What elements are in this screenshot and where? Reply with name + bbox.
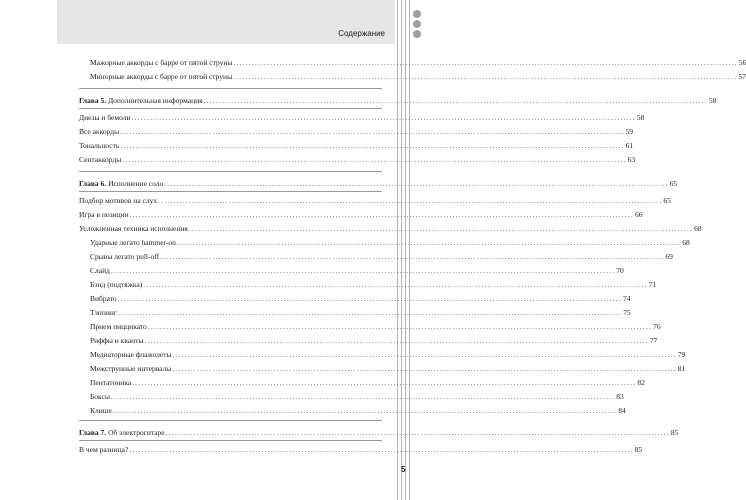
chapter-divider [79,108,382,109]
toc-page-number: 65 [663,196,671,205]
page-number: 5 [401,465,406,474]
toc-page-number: 63 [627,155,636,164]
toc-entry-title: Усложненная техника исполнения [79,224,188,233]
toc-page-number: 66 [634,210,643,219]
chapter-divider [79,440,382,441]
toc-entry[interactable] [79,210,643,220]
toc-page-number: 68 [694,224,702,233]
dot-icon [413,20,421,28]
toc-page-number: 83 [616,392,624,401]
toc-entry-title: В чем разница? [79,445,129,454]
decorative-dots [413,10,423,40]
dot-leader: .................................................................................................................................................................... [172,350,677,359]
toc-entry[interactable] [90,58,746,68]
toc-page-number: 85 [634,445,643,454]
toc-entry-title: Все аккорды [79,127,120,136]
dot-leader: .................................................................................................................................................................... [203,96,708,105]
toc-subentry[interactable] [90,350,686,360]
toc-entry[interactable] [79,445,643,455]
toc-entry-title: Исполнение соло [108,179,164,188]
toc-entry-title: Бэнд (подтяжка) [90,280,143,289]
toc-subentry[interactable] [90,406,626,416]
toc-entry-title: Слайд [90,266,110,275]
header-title: Содержание [338,29,385,38]
toc-entry-title: Тэппинг [90,308,117,317]
toc-page-number: 58 [636,113,645,122]
toc-page-number: 71 [648,280,657,289]
toc-page-number: 79 [677,350,686,359]
toc-entry[interactable] [79,141,634,151]
toc-entry-title: Боксы [90,392,110,401]
toc-subentry[interactable] [90,252,673,262]
toc-entry[interactable] [79,127,633,137]
toc-subentry[interactable] [90,266,624,276]
toc-entry-title: Тональность [79,141,120,150]
toc-page-number: 74 [622,294,631,303]
dot-leader: .................................................................................................................................................................... [120,127,625,136]
page-header [57,0,395,44]
dot-leader: .................................................................................................................................................................... [117,308,623,317]
toc-page-number: 59 [625,127,633,136]
dot-leader: .................................................................................................................................................................... [112,406,618,415]
toc-page-number: 82 [637,378,645,387]
dot-leader: .................................................................................................................................................................... [172,364,677,373]
dot-leader: .................................................................................................................................................................... [188,224,694,233]
dot-leader: .................................................................................................................................................................... [160,252,665,261]
chapter-divider [79,171,382,172]
dot-leader: .................................................................................................................................................................... [122,155,627,164]
toc-subentry[interactable] [90,364,686,374]
toc-page-number: 77 [649,336,658,345]
toc-entry-title: Мажорные аккорды с барре от пятой струны [90,58,233,67]
toc-entry-title: Прием пиццикато [90,322,147,331]
dot-leader: .................................................................................................................................................................... [143,280,648,289]
toc-page-number: 85 [670,428,679,437]
toc-page-number: 75 [623,308,631,317]
toc-page-number: 61 [625,141,634,150]
toc-entry-title: Минорные аккорды с барре от пятой струны [90,72,233,81]
dot-leader: .................................................................................................................................................................... [132,378,637,387]
toc-subentry[interactable] [90,378,645,388]
dot-leader: .................................................................................................................................................................... [110,266,616,275]
toc-subentry[interactable] [90,238,690,248]
dot-leader: .................................................................................................................................................................... [165,428,670,437]
toc-page-number: 56 [738,58,746,67]
toc-entry-title: Игра в позиции [79,210,129,219]
chapter-divider [79,420,382,421]
dot-leader: .................................................................................................................................................................... [144,336,649,345]
toc-page-number: 57 [738,72,746,81]
toc-entry[interactable] [79,155,636,165]
dot-leader: .................................................................................................................................................................... [147,322,653,331]
dot-leader: .................................................................................................................................................................... [129,445,634,454]
toc-subentry[interactable] [90,322,661,332]
dot-leader: .................................................................................................................................................................... [164,179,669,188]
dot-leader: .................................................................................................................................................................... [233,72,738,81]
toc-entry-title: Подбор мотивов на слух [79,196,158,205]
toc-entry-title: Ударные легато hammer-on [90,238,176,247]
toc-page-number: 58 [708,96,717,105]
chapter-divider [79,88,382,89]
toc-entry-title: Диезы и бемоли [79,113,131,122]
dot-leader: .................................................................................................................................................................... [117,294,622,303]
toc-page-number: 68 [682,238,690,247]
toc-entry-title: Риффы и кванты [90,336,144,345]
toc-page-number: 70 [616,266,624,275]
toc-entry[interactable] [79,196,671,206]
toc-page-number: 84 [618,406,626,415]
dot-leader: .................................................................................................................................................................... [131,113,636,122]
toc-entry[interactable] [90,72,746,82]
toc-entry-title: Дополнительная информация [108,96,203,105]
toc-entry-title: Межструнные интервалы [90,364,172,373]
toc-page-number: 81 [677,364,686,373]
dot-leader: .................................................................................................................................................................... [110,392,616,401]
toc-entry-title: Септаккорды [79,155,122,164]
toc-chapter-entry[interactable] [79,96,717,106]
chapter-label: Глава 7. [79,428,107,437]
toc-subentry[interactable] [90,294,631,304]
dot-leader: .................................................................................................................................................................... [120,141,625,150]
toc-chapter-entry[interactable] [79,428,679,438]
toc-entry-title: Клише [90,406,112,415]
dot-leader: .................................................................................................................................................................... [233,58,738,67]
toc-subentry[interactable] [90,280,657,290]
toc-entry-title: Пентатоника [90,378,132,387]
toc-entry-title: Вибрато [90,294,117,303]
toc-page-number: 69 [665,252,673,261]
dot-icon [413,30,421,38]
chapter-label: Глава 5. [79,96,107,105]
dot-leader: .................................................................................................................................................................... [158,196,663,205]
chapter-divider [79,191,382,192]
toc-entry[interactable] [79,224,702,234]
toc-entry[interactable] [79,113,645,123]
toc-subentry[interactable] [90,308,631,318]
dot-leader: .................................................................................................................................................................... [176,238,682,247]
toc-entry-title: Медиаторные флажолеты [90,350,172,359]
toc-subentry[interactable] [90,392,624,402]
toc-subentry[interactable] [90,336,658,346]
dot-leader: .................................................................................................................................................................... [129,210,634,219]
toc-entry-title: Об электрогитаре [108,428,165,437]
chapter-label: Глава 6. [79,179,107,188]
toc-chapter-entry[interactable] [79,179,678,189]
dot-icon [413,10,421,18]
toc-page-number: 65 [669,179,678,188]
toc-page-number: 76 [653,322,661,331]
toc-entry-title: Срывы легато pull-off [90,252,160,261]
